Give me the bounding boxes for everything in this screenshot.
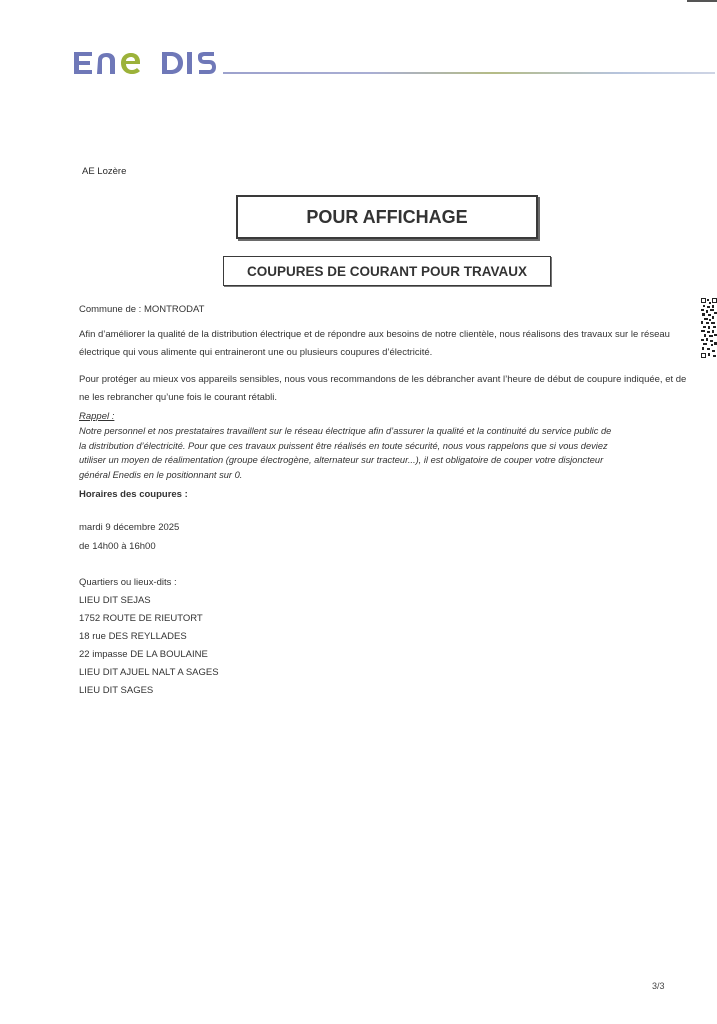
intro-paragraph: Afin d’améliorer la qualité de la distribution électrique et de répondre aux besoins de notre clientèle, nous réalisons des travaux sur le réseau électrique qui vous alimente qui entraineront une ou plusieurs coupures d’électricité. (79, 329, 670, 358)
list-item: LIEU DIT AJUEL NALT A SAGES (79, 667, 219, 678)
enedis-logo-graphic (70, 42, 220, 82)
page-number: 3/3 (652, 981, 665, 991)
header-rule (223, 72, 715, 74)
agency-label: AE Lozère (82, 166, 127, 177)
pour-affichage-box: POUR AFFICHAGE (236, 195, 538, 239)
quartiers-list (79, 592, 219, 700)
rappel-body: Notre personnel et nos prestataires travaillent sur le réseau électrique afin d’assurer la qualité et la continuité du service public de la distribution d’électricité. Pour que ces travaux puissent être réalisés en toute sécurité, nous vous rappelons que si vous deviez utiliser un moyen de réalimentation (groupe électrogène, alternateur sur tracteur...), il est obligatoire de couper votre disjoncteur général Enedis en le positionnant sur 0. (79, 426, 612, 480)
side-reference-code (0, 720, 12, 850)
corner-mark (687, 0, 717, 2)
rappel-title: Rappel : (79, 411, 115, 422)
list-item: 1752 ROUTE DE RIEUTORT (79, 613, 203, 624)
list-item: LIEU DIT SAGES (79, 685, 154, 696)
coupures-title-box: COUPURES DE COURANT POUR TRAVAUX (223, 256, 551, 286)
horaires-title: Horaires des coupures : (79, 489, 188, 500)
commune-label: Commune de : MONTRODAT (79, 304, 205, 315)
qr-code-icon (701, 298, 717, 358)
outage-date: mardi 9 décembre 2025 (79, 522, 180, 533)
list-item: 18 rue DES REYLLADES (79, 631, 187, 642)
list-item: LIEU DIT SEJAS (79, 595, 151, 606)
enedis-logo (70, 42, 220, 82)
advice-paragraph: Pour protéger au mieux vos appareils sensibles, nous vous recommandons de les débrancher avant l’heure de début de coupure indiquée, et de ne les rebrancher qu’une fois le courant rétabli. (79, 374, 687, 403)
outage-time: de 14h00 à 16h00 (79, 541, 156, 552)
quartiers-title: Quartiers ou lieux-dits : (79, 577, 177, 588)
list-item: 22 impasse DE LA BOULAINE (79, 649, 208, 660)
